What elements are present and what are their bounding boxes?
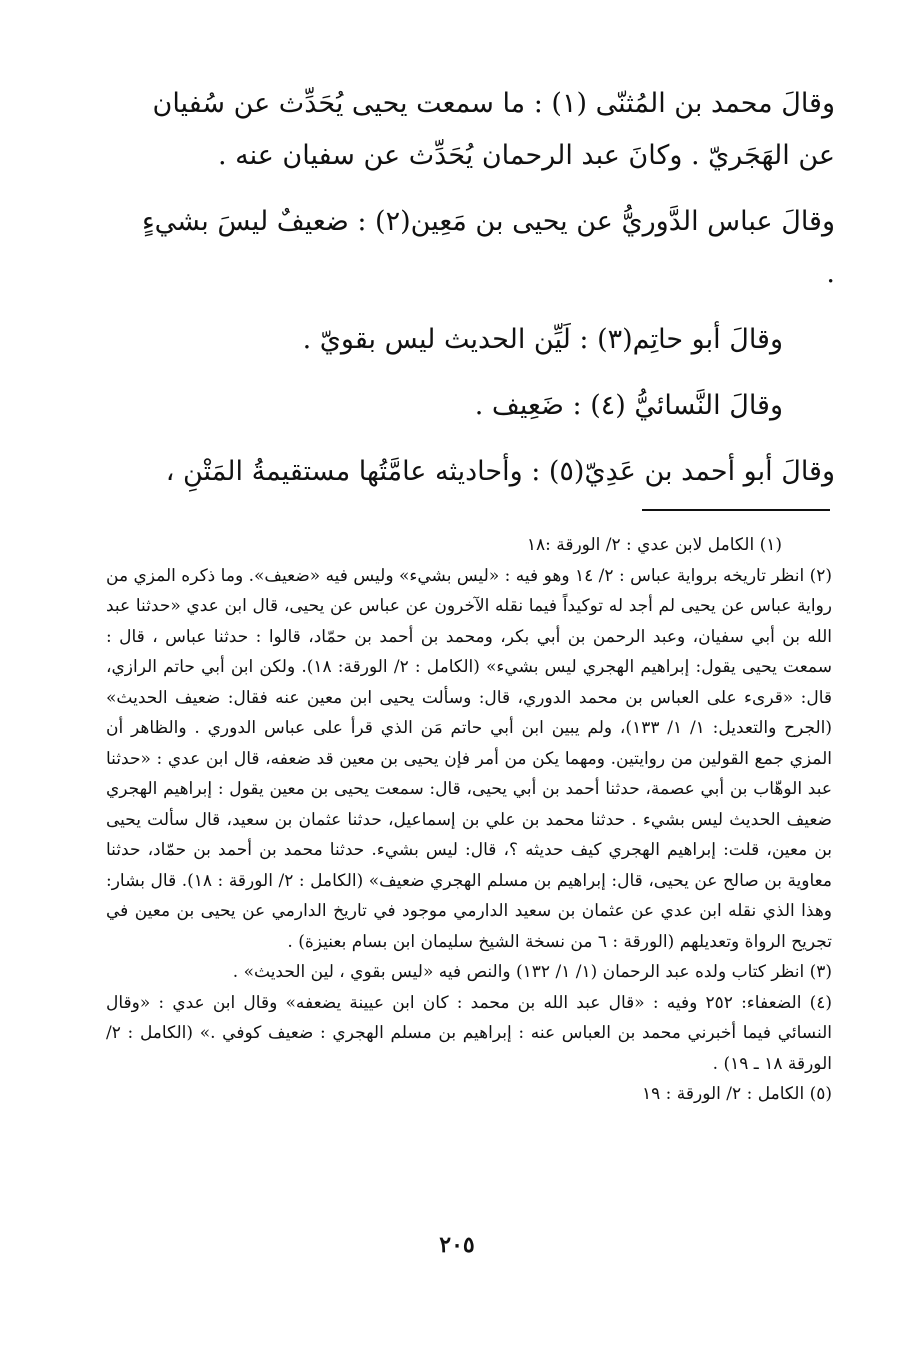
paragraph-ibn-al-muthanna: وقالَ محمد بن المُثنّى (١) : ما سمعت يحيى يُحَدِّث عن سُفيان عن الهَجَريّ . وكانَ عبد الرحمان يُحَدِّث عن سفيان عنه .	[152, 88, 835, 171]
footnote-2: (٢) انظر تاريخه برواية عباس : ٢/ ١٤ وهو فيه : «ليس بشيء» وليس فيه «ضعيف». وما ذكره المزي من رواية عباس عن يحيى لم أجد له توكيداً فيما نقله الآخرون عن عباس عن يحيى، قال ابن عدي «حدثنا عبد الله بن أبي سفيان، وعبد الرحمن بن أبي بكر، ومحمد بن أحمد بن حمّاد، قالوا : حدثنا عباس ، قال : سمعت يحيى يقول: إبراهيم الهجري ليس بشيء» (الكامل : ٢/ الورقة: ١٨). ولكن ابن أبي حاتم الرازي، قال: «قرىء على العباس بن محمد الدوري، قال: وسألت يحيى ابن معين عنه فقال: ضعيف الحديث» (الجرح والتعديل: ١/ ١/ ١٣٣)، ولم يبين ابن أبي حاتم مَن الذي قرأ على عباس الدوري . والظاهر أن المزي جمع القولين من روايتين. ومهما يكن من أمر فإن يحيى بن معين قد ضعفه، قال ابن عدي : «حدثنا عبد الوهّاب بن أبي عصمة، حدثنا أحمد بن أبي يحيى، قال: سمعت يحيى بن معين يقول : إبراهيم الهجري ضعيف الحديث ليس بشيء . حدثنا محمد بن علي بن إسماعيل، حدثنا عثمان بن سعيد، قال سألت يحيى بن معين، قلت: إبراهيم الهجري كيف حديثه ؟، قال: ليس بشيء. حدثنا محمد بن أحمد بن حمّاد، حدثنا معاوية بن صالح عن يحيى، قال: إبراهيم بن مسلم الهجري ضعيف» (الكامل : ٢/ الورقة : ١٨). قال بشار: وهذا الذي نقله ابن عدي عن عثمان بن سعيد الدارمي موجود في تاريخ الدارمي عن يحيى بن معين في تجريح الرواة وتعديلهم (الورقة : ٦ من نسخة الشيخ سليمان ابن بسام بعنيزة) .	[106, 565, 832, 952]
paragraph-abu-hatim: وقالَ أبو حاتِم(٣) : لَيِّن الحديث ليس بقويّ .	[302, 324, 783, 355]
footnote-3: (٣) انظر كتاب ولده عبد الرحمان (١/ ١/ ١٣٢) والنص فيه «ليس بقوي ، لين الحديث» .	[232, 962, 832, 982]
paragraph-abbas-al-duri: وقالَ عباس الدَّوريُّ عن يحيى بن مَعِين(٢) : ضعيفٌ ليسَ بشيءٍ .	[141, 206, 835, 289]
footnote-4: (٤) الضعفاء: ٢٥٢ وفيه : «قال عبد الله بن محمد : كان ابن عيينة يضعفه» وقال ابن عدي : «وقال النسائي فيما أخبرني محمد بن العباس عنه : إبراهيم بن مسلم الهجري : ضعيف كوفي .» (الكامل : ٢/ الورقة ١٨ ـ ١٩) .	[106, 992, 832, 1074]
main-text	[130, 78, 835, 498]
footnote-1: (١) الكامل لابن عدي : ٢/ الورقة :١٨	[526, 535, 782, 555]
footnote-5: (٥) الكامل : ٢/ الورقة : ١٩	[641, 1084, 832, 1104]
page-number: ٢٠٥	[439, 1232, 475, 1258]
footnote-separator	[642, 509, 830, 511]
paragraph-al-nasai: وقالَ النَّسائيُّ (٤) : ضَعِيف .	[474, 390, 783, 421]
paragraph-ibn-adi: وقالَ أبو أحمد بن عَدِيّ(٥) : وأحاديثه عامَّتُها مستقيمةُ المَتْنِ ،	[165, 456, 835, 487]
footnotes	[106, 530, 832, 1110]
